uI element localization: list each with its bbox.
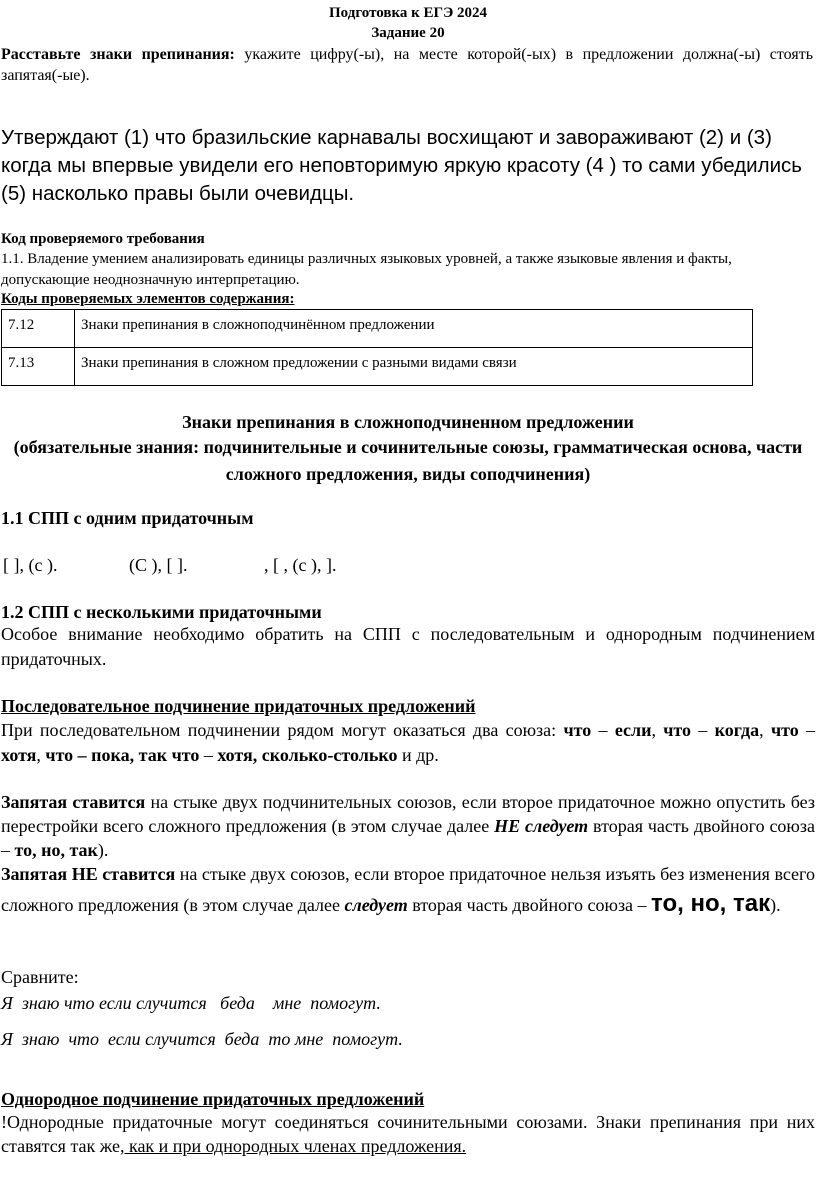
union-pair: когда (714, 720, 760, 740)
instruction (1, 44, 813, 86)
scheme-2: (С ), [ ]. (129, 555, 188, 575)
union-pair: что – пока, так что (45, 745, 200, 765)
rule-lead: Запятая ставится (1, 792, 146, 812)
union-pair: что (663, 720, 692, 740)
homogeneous-heading: Однородное подчинение придаточных предложений (1, 1089, 425, 1109)
rule-emphasis: следует (344, 895, 408, 915)
sequential-intro: При последовательном подчинении рядом могут оказаться два союза: (1, 720, 564, 740)
rule-emphasis: НЕ следует (494, 816, 589, 836)
compare-example-1: Я знаю что если случится беда мне помогут. (1, 993, 381, 1013)
rule-words: то, но, так (14, 840, 98, 860)
homogeneous-text (1, 1110, 815, 1158)
comma-rule-no (1, 860, 815, 920)
union-pair: если (614, 720, 652, 740)
requirement-text: 1.1. Владение умением анализировать единицы различных языковых уровней, а также языковые явления и факты, допускающие неоднозначную интерпретацию. (1, 251, 732, 288)
separator: , (759, 720, 771, 740)
scheme-1: [ ], (с ). (3, 555, 58, 575)
doc-title: Подготовка к ЕГЭ 2024 (329, 5, 487, 21)
dash: – (691, 720, 715, 740)
instruction-text: укажите цифру(-ы), на месте которой(-ых) в предложении должна(-ы) стоять запятая(-ые). (1, 46, 813, 84)
sequential-heading: Последовательное подчинение придаточных предложений (1, 696, 476, 716)
rule-text: на стыке двух подчинительных союзов, если второе придаточное можно опустить без перестройки всего сложного предложения (в этом случае далее (1, 792, 815, 836)
instruction-lead: Расставьте знаки препинания: (1, 46, 235, 63)
rule-end: ). (770, 895, 781, 915)
comma-rule-yes (1, 790, 815, 862)
homogeneous-underlined: , как и при однородных членах предложения. (119, 1136, 467, 1156)
section-subtitle: (обязательные знания: подчинительные и сочинительные союзы, грамматическая основа, части сложного предложения, виды соподчинения) (13, 437, 803, 484)
elements-heading: Коды проверяемых элементов содержания: (1, 291, 295, 307)
subsection-heading: 1.1 СПП с одним придаточным (1, 508, 254, 528)
rule-lead: Запятая НЕ ставится (1, 864, 176, 884)
element-description: Знаки препинания в сложном предложении с разными видами связи (75, 348, 753, 386)
rule-text: вторая часть двойного союза – (1, 816, 815, 860)
element-description: Знаки препинания в сложноподчинённом предложении (75, 310, 753, 348)
requirement-heading: Код проверяемого требования (1, 231, 205, 247)
task-number: Задание 20 (371, 25, 445, 41)
element-code: 7.12 (2, 310, 75, 348)
union-pair: хотя (1, 745, 37, 765)
union-pair: что (563, 720, 592, 740)
scheme-3: , [ , (с ), ]. (264, 555, 337, 575)
dash: – (798, 720, 816, 740)
dash: – (199, 745, 218, 765)
homogeneous-body: !Однородные придаточные могут соединяться сочинительными союзами. Знаки препинания при них ставятся так же (1, 1112, 815, 1156)
compare-example-2: Я знаю что если случится беда то мне помогут. (1, 1029, 403, 1049)
table-row (2, 310, 753, 348)
sequential-tail: и др. (397, 745, 439, 765)
separator: , (36, 745, 46, 765)
dash: – (591, 720, 615, 740)
element-code: 7.13 (2, 348, 75, 386)
compare-label: Сравните: (1, 967, 79, 987)
section-title: Знаки препинания в сложноподчиненном предложении (182, 412, 634, 432)
rule-end: ). (97, 840, 109, 860)
exercise-sentence: Утверждают (1) что бразильские карнавалы восхищают и завораживают (2) и (3) когда мы впервые увидели его неповторимую яркую красоту (4 ) то сами убедились (5) насколько правы были очевидцы. (1, 126, 802, 205)
subsection-heading: 1.2 СПП с несколькими придаточными (1, 602, 322, 622)
sequential-text (1, 718, 815, 768)
rule-words: то, но, так (651, 890, 771, 917)
subsection-text: Особое внимание необходимо обратить на СПП с последовательным и однородным подчинением придаточных. (1, 624, 815, 669)
rule-text: вторая часть двойного союза – (407, 895, 652, 915)
separator: , (651, 720, 664, 740)
union-pair: что (770, 720, 799, 740)
elements-table (1, 309, 753, 386)
table-row (2, 348, 753, 386)
rule-text: на стыке двух союзов, если второе придаточное нельзя изъять без изменения всего сложного предложения (в этом случае далее (1, 864, 815, 915)
union-pair: хотя, сколько-столько (217, 745, 398, 765)
